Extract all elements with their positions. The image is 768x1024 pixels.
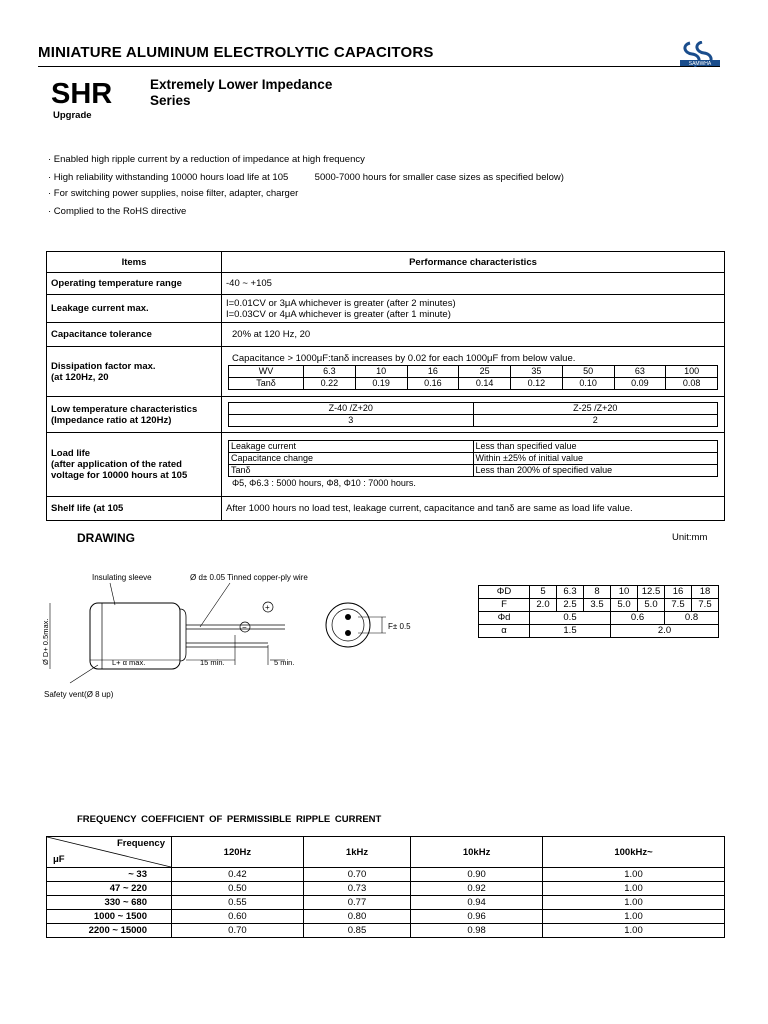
feature-item: · High reliability withstanding 10000 hours load life at 105 5000-7000 hours for smaller case sizes as specified below) bbox=[48, 172, 564, 183]
dim-row-label: Φd bbox=[479, 612, 530, 625]
table-row bbox=[47, 868, 725, 882]
ripple-coefficient: 1.00 bbox=[543, 868, 725, 882]
tan-value: 0.22 bbox=[304, 378, 356, 390]
low-temp-head: Z-40 /Z+20 bbox=[229, 403, 474, 415]
tan-value: 0.10 bbox=[562, 378, 614, 390]
low-temp-ratio: 3 bbox=[229, 415, 474, 427]
ripple-coefficient: 0.70 bbox=[172, 924, 304, 938]
ripple-corner-cell bbox=[47, 837, 172, 868]
leakage-line: I=0.03CV or 4μA whichever is greater (after 1 minute) bbox=[226, 308, 451, 320]
load-life-label-line: (after application of the rated bbox=[51, 459, 182, 470]
load-life-item: Tanδ bbox=[229, 464, 474, 476]
lead-length-label: 5 min. bbox=[274, 658, 295, 667]
frequency-header: 100kHz~ bbox=[543, 837, 725, 868]
capacitance-range: ~ 33 bbox=[47, 868, 172, 882]
capacitance-range: 1000 ~ 1500 bbox=[47, 910, 172, 924]
uf-label: μF bbox=[53, 854, 65, 865]
ripple-coefficient: 0.94 bbox=[411, 896, 543, 910]
dim-cell: 2.5 bbox=[557, 599, 584, 612]
load-life-note: Φ5, Φ6.3 : 5000 hours, Φ8, Φ10 : 7000 hours. bbox=[232, 477, 416, 488]
drawing-title: DRAWING bbox=[77, 531, 135, 545]
ripple-coefficient: 0.98 bbox=[411, 924, 543, 938]
sleeve-label: Insulating sleeve bbox=[92, 573, 152, 582]
lead-dot bbox=[345, 614, 351, 620]
cap-tolerance-value: 20% at 120 Hz, 20 bbox=[222, 323, 725, 347]
wv-value: 6.3 bbox=[304, 366, 356, 378]
dim-cell: 0.8 bbox=[665, 612, 719, 625]
dissipation-label-line: Dissipation factor max. bbox=[51, 360, 156, 372]
dissipation-grid bbox=[228, 365, 718, 390]
dim-cell: 7.5 bbox=[692, 599, 719, 612]
vent-label: Safety vent(Ø 8 up) bbox=[44, 690, 114, 699]
wv-value: 16 bbox=[407, 366, 459, 378]
low-temp-label-line: Low temperature characteristics bbox=[51, 403, 198, 415]
ripple-title: FREQUENCY COEFFICIENT OF PERMISSIBLE RIPPLE CURRENT bbox=[77, 814, 382, 825]
frequency-header: 120Hz bbox=[172, 837, 304, 868]
dim-cell: 0.6 bbox=[611, 612, 665, 625]
leakage-line: I=0.01CV or 3μA whichever is greater (after 2 minutes) bbox=[226, 297, 456, 309]
wv-value: 50 bbox=[562, 366, 614, 378]
series-code: SHR bbox=[51, 78, 113, 110]
table-row bbox=[47, 910, 725, 924]
ripple-coefficient: 0.96 bbox=[411, 910, 543, 924]
wv-value: 10 bbox=[355, 366, 407, 378]
ripple-coefficient: 1.00 bbox=[543, 924, 725, 938]
ripple-coefficient: 1.00 bbox=[543, 896, 725, 910]
load-life-label bbox=[47, 433, 222, 497]
wv-value: 100 bbox=[666, 366, 718, 378]
load-life-criterion: Less than 200% of specified value bbox=[473, 464, 718, 476]
lead-dot bbox=[345, 630, 351, 636]
shelf-life-value: After 1000 hours no load test, leakage current, capacitance and tanδ are same as load life value. bbox=[222, 497, 725, 521]
tan-value: 0.09 bbox=[614, 378, 666, 390]
dissipation-label bbox=[47, 347, 222, 397]
feature-item: · Complied to the RoHS directive bbox=[48, 206, 187, 217]
tan-value: 0.16 bbox=[407, 378, 459, 390]
low-temp-grid bbox=[228, 402, 718, 427]
tan-value: 0.14 bbox=[459, 378, 511, 390]
pitch-label: F± 0.5 bbox=[388, 622, 411, 631]
upgrade-label: Upgrade bbox=[53, 110, 92, 121]
dim-cell: 2.0 bbox=[611, 625, 719, 638]
temp-range-label: Operating temperature range bbox=[47, 273, 222, 295]
ripple-coefficient: 0.77 bbox=[303, 896, 410, 910]
dim-cell: 12.5 bbox=[638, 586, 665, 599]
frequency-label: Frequency bbox=[116, 838, 165, 849]
dimension-table bbox=[478, 585, 719, 638]
performance-table bbox=[46, 251, 725, 521]
table-row bbox=[47, 924, 725, 938]
temp-range-value: -40 ~ +105 bbox=[222, 273, 725, 295]
cap-tolerance-label: Capacitance tolerance bbox=[47, 323, 222, 347]
dim-cell: 7.5 bbox=[665, 599, 692, 612]
load-life-criterion: Less than specified value bbox=[473, 440, 718, 452]
dim-cell: 5.0 bbox=[611, 599, 638, 612]
ripple-coefficient: 0.42 bbox=[172, 868, 304, 882]
dim-cell: 6.3 bbox=[557, 586, 584, 599]
load-life-criterion: Within ±25% of initial value bbox=[473, 452, 718, 464]
dim-cell: 0.5 bbox=[530, 612, 611, 625]
load-life-grid bbox=[228, 440, 718, 477]
ripple-coefficient: 0.60 bbox=[172, 910, 304, 924]
tan-value: 0.08 bbox=[666, 378, 718, 390]
plus-sign: + bbox=[265, 603, 270, 612]
ripple-coefficient: 0.55 bbox=[172, 896, 304, 910]
length-label: L+ α max. bbox=[112, 658, 146, 667]
table-row bbox=[47, 896, 725, 910]
end-view-outer bbox=[326, 603, 370, 647]
ripple-table bbox=[46, 836, 725, 938]
dissipation-label-line: (at 120Hz, 20 bbox=[51, 371, 109, 383]
wv-value: 35 bbox=[511, 366, 563, 378]
low-temp-head: Z-25 /Z+20 bbox=[473, 403, 718, 415]
sleeve-end bbox=[180, 609, 186, 661]
items-header: Items bbox=[47, 252, 222, 273]
capacitance-range: 47 ~ 220 bbox=[47, 882, 172, 896]
dim-cell: 2.0 bbox=[530, 599, 557, 612]
tan-label: Tanδ bbox=[229, 378, 304, 390]
logo-text: SAMWHA bbox=[688, 61, 712, 67]
dim-row-label: ΦD bbox=[479, 586, 530, 599]
feature-item: · For switching power supplies, noise filter, adapter, charger bbox=[48, 188, 299, 199]
load-life-label-line: Load life bbox=[51, 448, 91, 459]
wv-value: 63 bbox=[614, 366, 666, 378]
capacitance-range: 330 ~ 680 bbox=[47, 896, 172, 910]
capacitance-range: 2200 ~ 15000 bbox=[47, 924, 172, 938]
performance-header: Performance characteristics bbox=[222, 252, 725, 273]
dim-cell: 18 bbox=[692, 586, 719, 599]
load-life-value bbox=[222, 433, 725, 497]
series-name-line1: Extremely Lower Impedance bbox=[150, 77, 333, 92]
frequency-header: 10kHz bbox=[411, 837, 543, 868]
ripple-coefficient: 0.73 bbox=[303, 882, 410, 896]
leakage-label: Leakage current max. bbox=[47, 295, 222, 323]
table-row bbox=[47, 882, 725, 896]
document-title: MINIATURE ALUMINUM ELECTROLYTIC CAPACITORS bbox=[38, 44, 434, 61]
end-view-inner bbox=[332, 609, 364, 641]
dim-cell: 5.0 bbox=[638, 599, 665, 612]
dim-row-label: α bbox=[479, 625, 530, 638]
ripple-coefficient: 1.00 bbox=[543, 910, 725, 924]
dissipation-note: Capacitance > 1000μF:tanδ increases by 0.02 for each 1000μF from below value. bbox=[232, 353, 576, 364]
ripple-coefficient: 0.90 bbox=[411, 868, 543, 882]
wv-label: WV bbox=[229, 366, 304, 378]
dim-row-label: F bbox=[479, 599, 530, 612]
dim-cell: 16 bbox=[665, 586, 692, 599]
wv-value: 25 bbox=[459, 366, 511, 378]
lead-length-label: 15 min. bbox=[200, 658, 225, 667]
ripple-coefficient: 0.70 bbox=[303, 868, 410, 882]
dim-cell: 8 bbox=[584, 586, 611, 599]
tan-value: 0.19 bbox=[355, 378, 407, 390]
wire-label: Ø d± 0.05 Tinned copper-ply wire bbox=[190, 573, 308, 582]
dissipation-value bbox=[222, 347, 725, 397]
brand-logo bbox=[672, 41, 722, 67]
dim-cell: 3.5 bbox=[584, 599, 611, 612]
ripple-coefficient: 0.80 bbox=[303, 910, 410, 924]
low-temp-value bbox=[222, 397, 725, 433]
low-temp-label-line: (Impedance ratio at 120Hz) bbox=[51, 414, 172, 426]
load-life-item: Capacitance change bbox=[229, 452, 474, 464]
series-name-line2: Series bbox=[150, 93, 191, 108]
header-rule bbox=[38, 66, 720, 67]
ripple-coefficient: 0.50 bbox=[172, 882, 304, 896]
minus-sign: − bbox=[242, 623, 247, 632]
low-temp-label bbox=[47, 397, 222, 433]
tan-value: 0.12 bbox=[511, 378, 563, 390]
low-temp-ratio: 2 bbox=[473, 415, 718, 427]
ripple-coefficient: 1.00 bbox=[543, 882, 725, 896]
diameter-label: Ø D+ 0.5max. bbox=[41, 618, 50, 665]
dim-cell: 10 bbox=[611, 586, 638, 599]
dim-cell: 5 bbox=[530, 586, 557, 599]
leakage-value bbox=[222, 295, 725, 323]
load-life-item: Leakage current bbox=[229, 440, 474, 452]
ripple-coefficient: 0.85 bbox=[303, 924, 410, 938]
unit-label: Unit:mm bbox=[672, 532, 708, 543]
capacitor-drawing bbox=[40, 565, 470, 705]
feature-item: · Enabled high ripple current by a reduction of impedance at high frequency bbox=[48, 154, 365, 165]
ripple-coefficient: 0.92 bbox=[411, 882, 543, 896]
dim-cell: 1.5 bbox=[530, 625, 611, 638]
load-life-label-line: voltage for 10000 hours at 105 bbox=[51, 470, 188, 481]
series-name bbox=[150, 77, 332, 109]
shelf-life-label: Shelf life (at 105 bbox=[47, 497, 222, 521]
frequency-header: 1kHz bbox=[303, 837, 410, 868]
